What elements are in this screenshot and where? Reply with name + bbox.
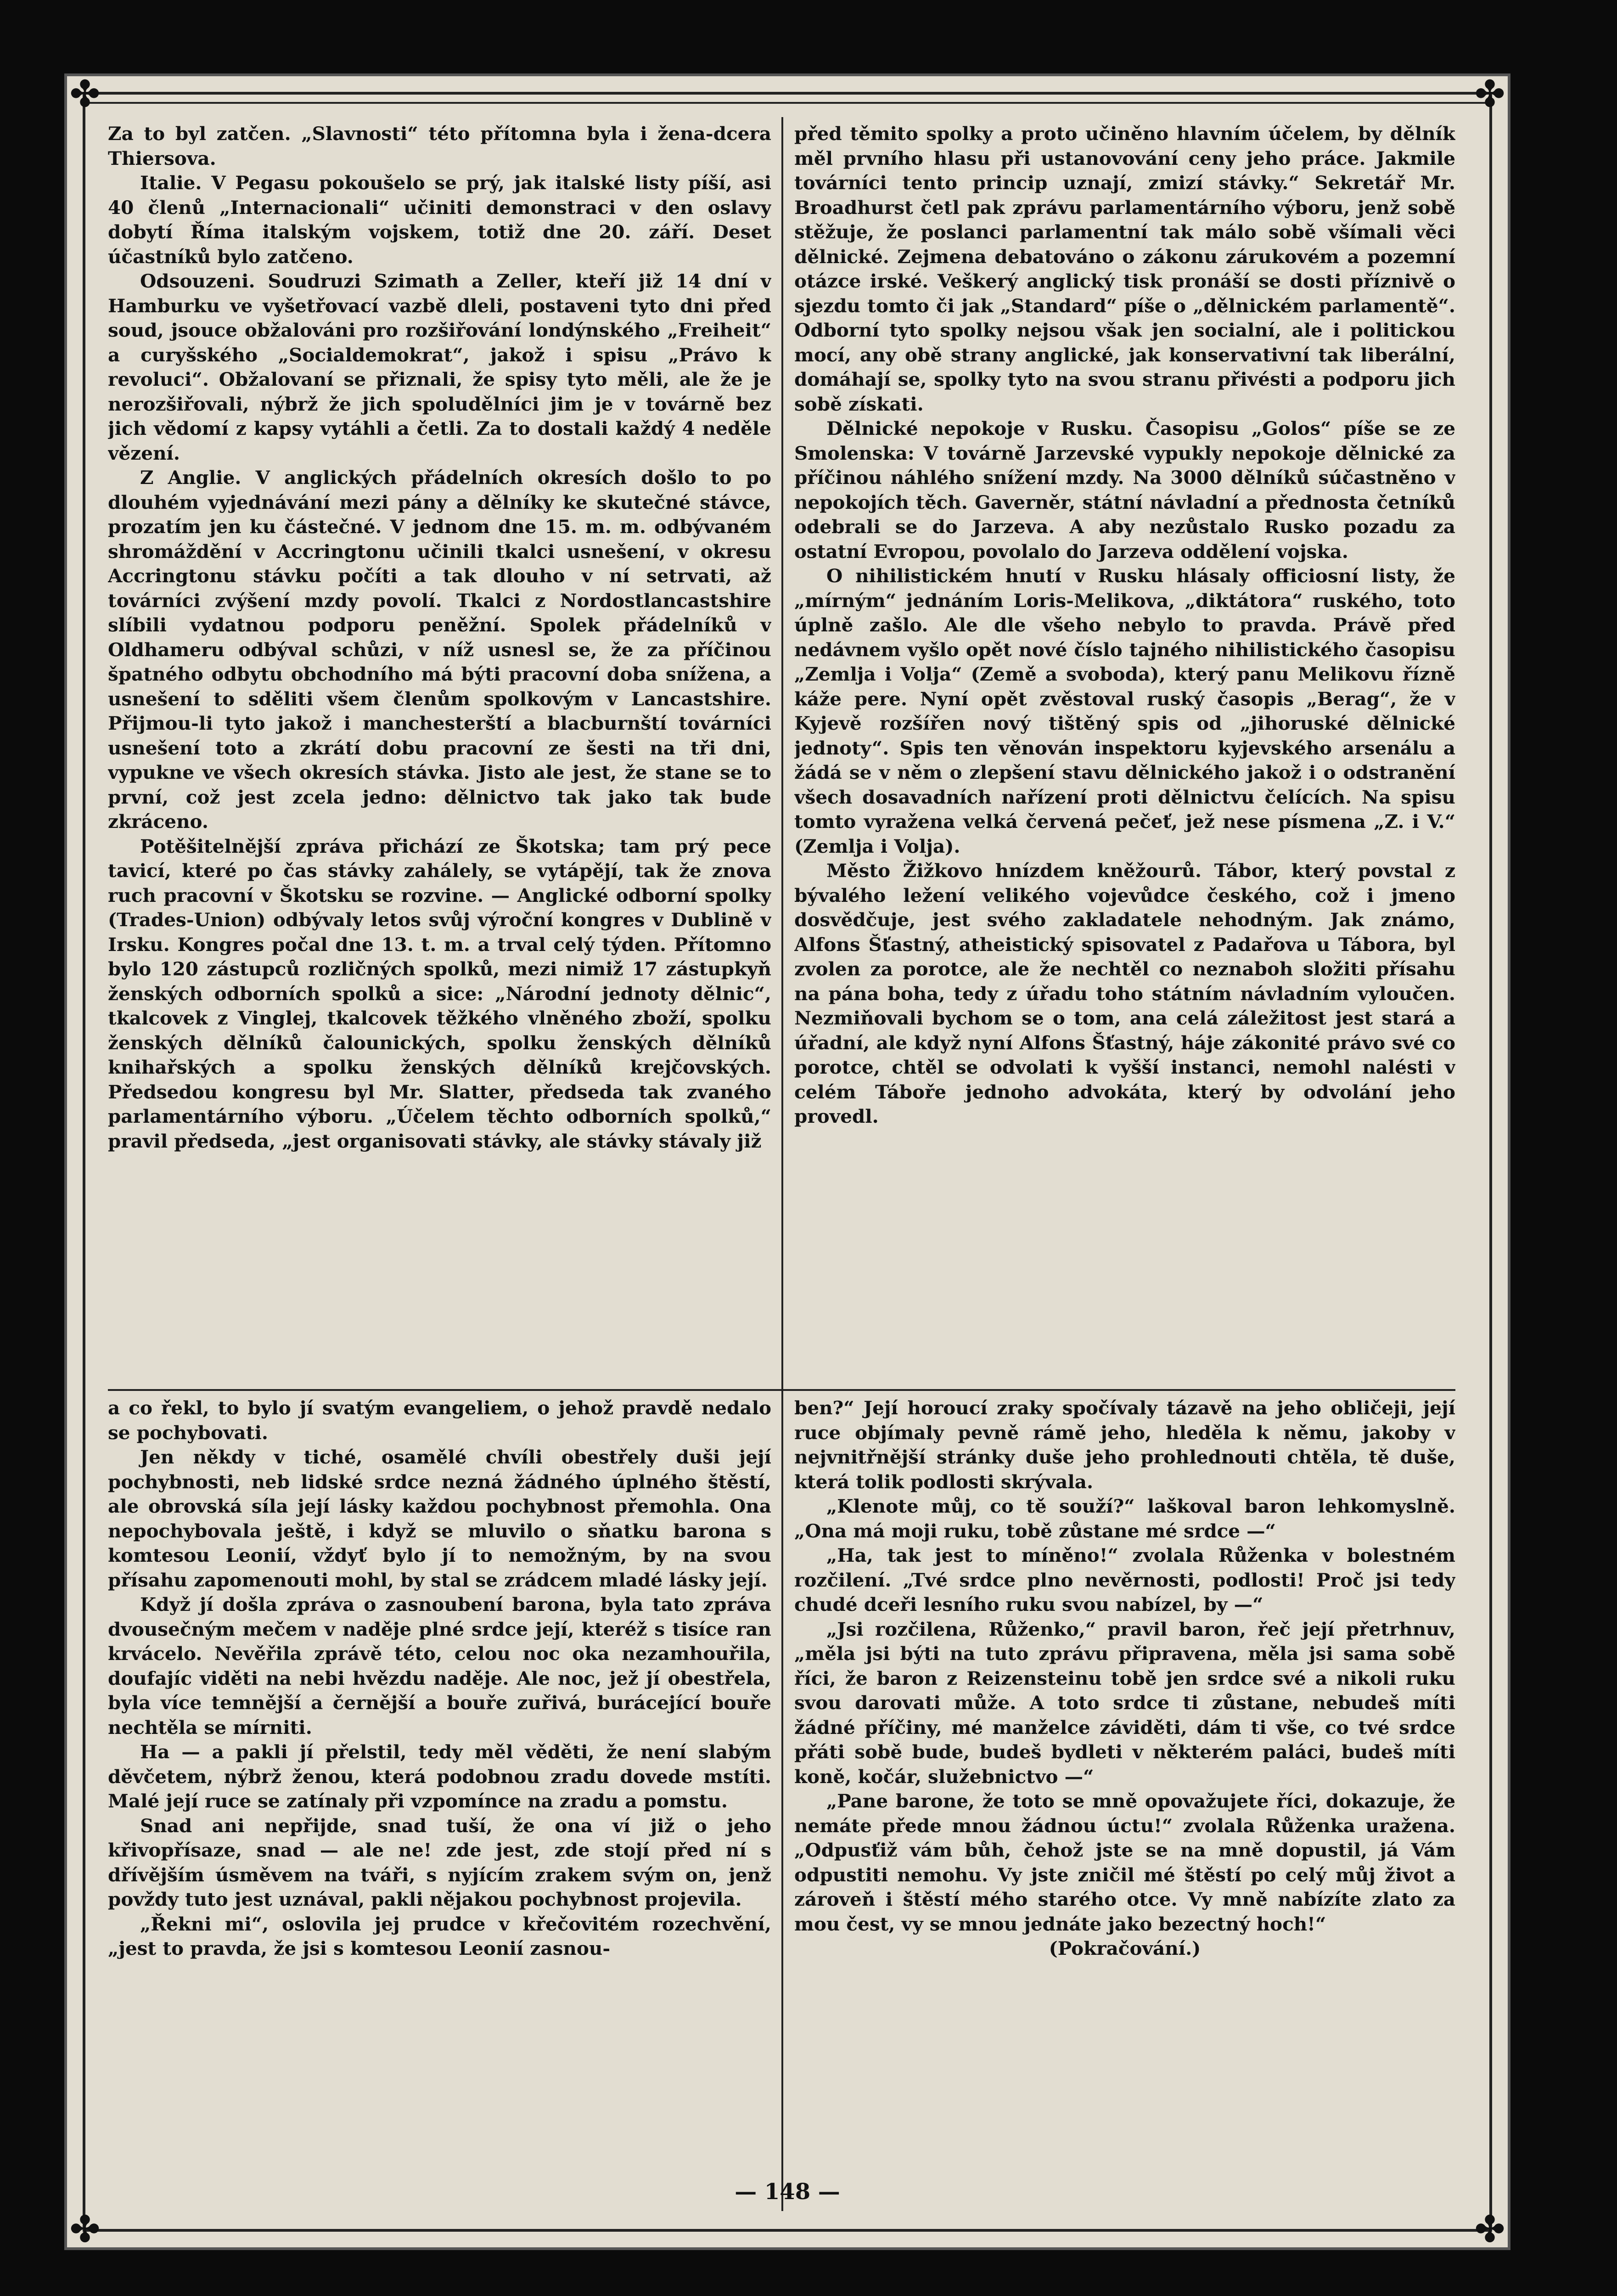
corner-ornament-icon: ✤	[69, 73, 101, 115]
story-paragraph: „Klenote můj, co tě souží?“ laškoval baron lehkomyslně. „Ona má moji ruku, tobě zůstane mé srdce —“	[794, 1495, 1455, 1542]
story-paragraph: Snad ani nepřijde, snad tuší, že ona ví již o jeho křivopřísaze, snad — ale ne! zde jest, zde stojí před ní s dřívějším úsměvem na tváři, s nyjícím zrakem svým on, jenž povždy tuto jest uznával, pakli nějakou pochybnost projevila.	[108, 1814, 771, 1910]
story-paragraph: „Jsi rozčilena, Růženko,“ pravil baron, řeč její přetrhnuv, „měla jsi býti na tuto zprávu připravena, měla jsi sama sobě říci, že baron z Reizensteinu tobě jen srdce své a nikoli ruku svou darovati může. A toto srdce ti zůstane, nebudeš míti žádné příčiny, mé manželce záviděti, dám ti vše, co tvé srdce přáti sobě bude, budeš bydleti v některém paláci, budeš míti koně, kočár, služebnictvo —“	[794, 1618, 1455, 1788]
news-paragraph: před těmito spolky a proto učiněno hlavním účelem, by dělník měl prvního hlasu při ustanovování ceny jeho práce. Jakmile továrníci tento princip uznají, zmizí stávky.“ Sekretář Mr. Broadhurst četl pak zprávu parlamentárního výboru, jenž sobě stěžuje, že poslanci parlamentní tak málo sobě všímali věci dělnické. Zejmena debatováno o zákonu zárukovém a pozemní otázce irské. Veškerý anglický tisk pronáší se dosti příznivě o sjezdu tomto či jak „Standard“ píše o „dělnickém parlamentě“. Odborní tyto spolky nejsou však jen socialní, ale i politickou mocí, any obě strany anglické, jak konservativní tak liberální, domáhají se, spolky tyto na svou stranu přivésti a podporu jich sobě získati.	[794, 123, 1455, 415]
story-paragraph: „Ha, tak jest to míněno!“ zvolala Růženka v bolestném rozčilení. „Tvé srdce plno nevěrnosti, podlosti! Proč jsi tedy chudé dceři lesního ruku svou nabízel, by —“	[794, 1544, 1455, 1615]
news-item-italie: Italie. V Pegasu pokoušelo se prý, jak italské listy píší, asi 40 členů „Internacionali“ učiniti demonstraci v den oslavy dobytí Říma italským vojskem, totiž dne 20. září. Deset účastníků bylo zatčeno.	[108, 172, 771, 268]
news-paragraph: Potěšitelnější zpráva přichází ze Škotska; tam prý pece tavicí, které po čas stávky zahálely, se vytápějí, tak že znova ruch pracovní v Škotsku se rozvine. — Anglické odborní spolky (Trades-Union) odbývaly letos svůj výroční kongres v Dublině v Irsku. Kongres počal dne 13. t. m. a trval celý týden. Přítomno bylo 120 zástupců rozličných spolků, mezi nimiž 17 zástupkyň ženských odborních spolků a sice: „Národní jednoty dělnic“, tkalcovek z Vinglej, tkalcovek těžkého vlněného zboží, spolku ženských dělníků čalounických, spolku ženských dělníků knihařských a spolku ženských dělníků krejčovských. Předsedou kongresu byl Mr. Slatter, předseda tak zvaného parlamentárního výboru. „Účelem těchto odborních spolků,“ pravil předseda, „jest organisovati stávky, ale stávky stávaly již	[108, 835, 771, 1152]
news-paragraph: Za to byl zatčen. „Slavnosti“ této přítomna byla i žena-dcera Thiersova.	[108, 123, 771, 169]
story-paragraph: „Řekni mi“, oslovila jej prudce v křečovitém rozechvění, „jest to pravda, že jsi s komtesou Leonií zasnou-	[108, 1913, 771, 1959]
top-rule	[83, 102, 1492, 104]
corner-ornament-icon: ✤	[69, 2208, 101, 2251]
news-item-rusko: Dělnické nepokoje v Rusku. Časopisu „Golos“ píše se ze Smolenska: V továrně Jarzevské vypukly nepokoje dělnické za příčinou náhlého snížení mzdy. Na 3000 dělníků súčastněno v nepokojích těch. Gaverněr, státní návladní a přednosta četníků odebrali se do Jarzeva. A aby nezůstalo Rusko pozadu za ostatní Evropou, povolalo do Jarzeva oddělení vojska.	[794, 417, 1455, 563]
story-column-left	[108, 1396, 771, 2232]
continuation-note: (Pokračování.)	[1049, 1937, 1201, 1959]
news-item-nihilism: O nihilistickém hnutí v Rusku hlásaly officiosní listy, že „mírným“ jednáním Loris-Melikova, „diktátora“ ruského, toto úplně zašlo. Ale dle všeho nebylo to pravda. Právě před nedávnem vyšlo opět nové číslo tajného nihilistického časopisu „Zemlja i Volja“ (Země a svoboda), který panu Melikovu řízně káže pere. Nyní opět zvěstoval ruský časopis „Berag“, že v Kyjevě rozšířen nový tištěný spis od „jihoruské dělnické jednoty“. Spis ten věnován inspektoru kyjevského arsenálu a žádá se v něm o zlepšení stavu dělnického jakož i o odstranění všech dosavadních nařízení proti dělnictvu čelících. Na spisu tomto vyražena velká červená pečeť, jež nese písmena „Z. i V.“ (Zemlja i Volja).	[794, 565, 1455, 857]
story-column-right	[794, 1396, 1455, 2232]
story-paragraph: Když jí došla zpráva o zasnoubení barona, byla tato zpráva dvousečným mečem v naděje plné srdce její, kteréž s tisíce ran krvácelo. Nevěřila zprávě této, celou noc oka nezamhouřila, doufajíc viděti na nebi hvězdu naděje. Ale noc, jež jí obestřela, byla více temnější a černější a bouře zuřivá, burácející bouře nechtěla se mírniti.	[108, 1593, 771, 1739]
corner-ornament-icon: ✤	[1474, 2208, 1505, 2251]
page-number: — 148 —	[735, 2179, 840, 2205]
news-column-right	[794, 122, 1455, 1407]
story-paragraph: Ha — a pakli jí přelstil, tedy měl věděti, že není slabým děvčetem, nýbrž ženou, která podobnou zradu dovede mstíti. Malé její ruce se zatínaly při vzpomínce na zradu a pomstu.	[108, 1741, 771, 1812]
story-paragraph: „Pane barone, že toto se mně opovažujete říci, dokazuje, že nemáte přede mnou žádnou úctu!“ zvolala Růženka uražena. „Odpusťiž vám bůh, čehož jste se na mně dopustil, já Vám odpustiti nemohu. Vy jste zničil mé štěstí po celý můj život a zároveň i štěstí mého starého otce. Vy mně nabízíte zlato za mou čest, vy se mnou jednáte jako bezectný hoch!“	[794, 1790, 1455, 1935]
news-item-odsouzeni: Odsouzeni. Soudruzi Szimath a Zeller, kteří již 14 dní v Hamburku ve vyšetřovací vazbě dleli, postaveni tyto dni před soud, jsouce obžalováni pro rozšiřování londýnského „Freiheit“ a curyšského „Socialdemokrat“, jakož i spisu „Právo k revoluci“. Obžalovaní se přiznali, že spisy tyto měli, ale že je nerozšiřovali, nýbrž že jich spoludělníci jim je v továrně bez jich vědomí z kapsy vytáhli a četli. Za to dostali každý 4 neděle vězení.	[108, 270, 771, 464]
story-paragraph: a co řekl, to bylo jí svatým evangeliem, o jehož pravdě nedalo se pochybovati.	[108, 1397, 771, 1444]
newspaper-page	[64, 73, 1510, 2250]
story-paragraph: Jen někdy v tiché, osamělé chvíli obestřely duši její pochybnosti, neb lidské srdce nezná žádného úplného štěstí, ale obrovská síla její lásky každou pochybnost přemohla. Ona nepochybovala ještě, i když se mluvilo o sňatku barona s komtesou Leonií, vždyť bylo jí to nemožným, by na svou přísahu zapomenouti mohl, by stal se zrádcem mladé lásky její.	[108, 1446, 771, 1591]
news-item-anglie: Z Anglie. V anglických přádelních okresích došlo to po dlouhém vyjednávání mezi pány a dělníky ke skutečné stávce, prozatím jen ku částečné. V jednom dne 15. m. m. odbývaném shromáždění v Accringtonu učinili tkalci usnešení, v okresu Accringtonu stávku počíti a tak dlouho v ní setrvati, až továrníci zvýšení mzdy povolí. Tkalci z Nordostlancastshire slíbili vydatnou podporu peněžní. Spolek přádelníků v Oldhameru odbýval schůzi, v níž usnesl se, že za příčinou špatného odbytu obchodního má býti pracovní doba snížena, a usnešení to sděliti všem členům spolkovým v Lancastshire. Přijmou-li tyto jakož i manchesterští a blacburnští továrníci usnešení toto a zkrátí dobu pracovní ze šesti na tři dni, vypukne ve všech okresích stávka. Jisto ale jest, že stane se to první, což jest zcela jedno: dělnictvo tak jako tak bude zkráceno.	[108, 467, 771, 833]
corner-ornament-icon: ✤	[1474, 73, 1505, 115]
story-paragraph: ben?“ Její horoucí zraky spočívaly tázavě na jeho obličeji, její ruce objímaly pevně rámě jeho, hleděla k němu, jakoby v nejvnitřnější stránky duše jeho prohlednouti chtěla, tě duše, která tolik podlosti skrývala.	[794, 1397, 1455, 1493]
news-column-left	[108, 122, 771, 1407]
column-divider	[781, 117, 783, 2211]
news-item-zizkov: Město Žižkovo hnízdem kněžourů. Tábor, který povstal z bývalého ležení velikého vojevůdce českého, což i jmeno dosvědčuje, jest svého zakladatele nehodným. Jak známo, Alfons Šťastný, atheistický spisovatel z Padařova u Tábora, byl zvolen za porotce, ale že nechtěl co neznaboh složiti přísahu na pána boha, tedy z úřadu toho státním návladním vyloučen. Nezmiňovali bychom se o tom, ana celá záležitost jest stará a úřadní, ale když nyní Alfons Šťastný, háje zákonité právo své co porotce, chtěl se odvolati k vyšší instanci, nemohl nalésti v celém Táboře jednoho advokáta, který by odvolání jeho provedl.	[794, 860, 1455, 1127]
